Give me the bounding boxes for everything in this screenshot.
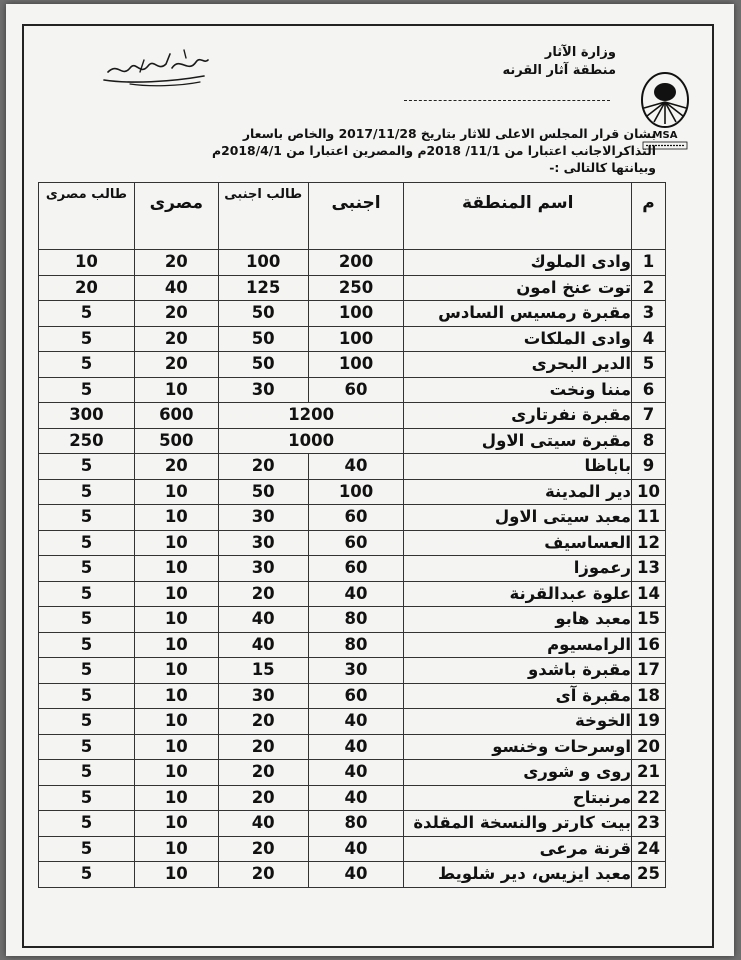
header-egyptian: مصرى (134, 183, 218, 250)
foreign-price: 200 (308, 250, 404, 276)
foreign-student-price: 20 (218, 709, 308, 735)
egyptian-student-price: 300 (39, 403, 135, 429)
row-number: 12 (632, 530, 666, 556)
row-number: 11 (632, 505, 666, 531)
table-row (39, 836, 666, 862)
egyptian-student-price: 5 (39, 734, 135, 760)
egyptian-price: 600 (134, 403, 218, 429)
site-name: مرنبتاح (404, 785, 632, 811)
egyptian-price: 10 (134, 632, 218, 658)
table-row (39, 811, 666, 837)
region-name: منطقة آثار القرنه (502, 63, 616, 78)
row-number: 20 (632, 734, 666, 760)
egyptian-price: 20 (134, 352, 218, 378)
foreign-price: 40 (308, 734, 404, 760)
handwritten-signature (100, 42, 212, 88)
foreign-student-price: 40 (218, 632, 308, 658)
row-number: 15 (632, 607, 666, 633)
ministry-name: وزارة الآثار (544, 45, 616, 60)
row-number: 4 (632, 326, 666, 352)
site-name: مقبرة آى (404, 683, 632, 709)
site-name: رعموزا (404, 556, 632, 582)
egyptian-price: 10 (134, 709, 218, 735)
table-row (39, 377, 666, 403)
foreign-student-price: 50 (218, 326, 308, 352)
foreign-student-price: 20 (218, 862, 308, 888)
egyptian-price: 10 (134, 581, 218, 607)
foreign-student-price: 50 (218, 479, 308, 505)
site-name: الخوخة (404, 709, 632, 735)
table-row (39, 403, 666, 429)
table-row (39, 683, 666, 709)
foreign-price: 60 (308, 683, 404, 709)
row-number: 10 (632, 479, 666, 505)
table-header-row (39, 183, 666, 250)
intro-line-2: التذاكرالاجانب اعتبارا من 11/1/ 2018م والمصرين اعتبارا من 2018/4/1م (212, 143, 656, 158)
decree-intro (96, 125, 656, 176)
egyptian-student-price: 5 (39, 862, 135, 888)
table-row (39, 479, 666, 505)
header-site-name: اسم المنطقة (404, 183, 632, 250)
site-name: دير المدينة (404, 479, 632, 505)
table-row (39, 581, 666, 607)
table-body (39, 250, 666, 888)
egyptian-price: 10 (134, 479, 218, 505)
egyptian-student-price: 5 (39, 632, 135, 658)
table-row (39, 658, 666, 684)
site-name: معبد ايزيس، دير شلويط (404, 862, 632, 888)
egyptian-student-price: 5 (39, 581, 135, 607)
egyptian-price: 10 (134, 862, 218, 888)
row-number: 24 (632, 836, 666, 862)
foreign-price: 250 (308, 275, 404, 301)
egyptian-student-price: 5 (39, 326, 135, 352)
egyptian-price: 10 (134, 811, 218, 837)
row-number: 25 (632, 862, 666, 888)
ticket-price-table (38, 182, 666, 888)
foreign-student-price: 30 (218, 683, 308, 709)
site-name: الدير البحرى (404, 352, 632, 378)
site-name: علوة عبدالقرنة (404, 581, 632, 607)
egyptian-price: 10 (134, 734, 218, 760)
foreign-student-price: 50 (218, 352, 308, 378)
egyptian-price: 10 (134, 607, 218, 633)
site-name: مقبرة باشدو (404, 658, 632, 684)
foreign-price: 40 (308, 581, 404, 607)
document-page (6, 4, 734, 956)
row-number: 16 (632, 632, 666, 658)
foreign-price: 40 (308, 836, 404, 862)
foreign-student-price: 20 (218, 760, 308, 786)
row-number: 3 (632, 301, 666, 327)
foreign-price: 60 (308, 505, 404, 531)
egyptian-student-price: 10 (39, 250, 135, 276)
site-name: اوسرحات وخنسو (404, 734, 632, 760)
foreign-student-price: 20 (218, 734, 308, 760)
foreign-student-price: 50 (218, 301, 308, 327)
egyptian-student-price: 5 (39, 709, 135, 735)
egyptian-price: 10 (134, 683, 218, 709)
foreign-price: 80 (308, 811, 404, 837)
foreign-student-price: 20 (218, 836, 308, 862)
header-foreign-student: طالب اجنبى (218, 183, 308, 250)
row-number: 23 (632, 811, 666, 837)
row-number: 18 (632, 683, 666, 709)
egyptian-price: 10 (134, 530, 218, 556)
table-row (39, 556, 666, 582)
egyptian-price: 40 (134, 275, 218, 301)
egyptian-student-price: 5 (39, 377, 135, 403)
table-row (39, 785, 666, 811)
egyptian-price: 10 (134, 785, 218, 811)
egyptian-student-price: 5 (39, 658, 135, 684)
egyptian-student-price: 20 (39, 275, 135, 301)
header-num: م (632, 183, 666, 250)
logo-text: MSA (652, 130, 678, 141)
egyptian-student-price: 5 (39, 785, 135, 811)
egyptian-student-price: 250 (39, 428, 135, 454)
foreign-price: 100 (308, 301, 404, 327)
egyptian-student-price: 5 (39, 811, 135, 837)
row-number: 22 (632, 785, 666, 811)
table-row (39, 862, 666, 888)
foreign-price: 100 (308, 352, 404, 378)
egyptian-student-price: 5 (39, 505, 135, 531)
site-name: معبد سيتى الاول (404, 505, 632, 531)
foreign-price: 80 (308, 632, 404, 658)
egyptian-price: 10 (134, 836, 218, 862)
row-number: 17 (632, 658, 666, 684)
foreign-price: 40 (308, 785, 404, 811)
site-name: باباظا (404, 454, 632, 480)
egyptian-price: 10 (134, 760, 218, 786)
foreign-student-price: 30 (218, 556, 308, 582)
row-number: 7 (632, 403, 666, 429)
foreign-price: 40 (308, 454, 404, 480)
foreign-price: 40 (308, 862, 404, 888)
table-row (39, 632, 666, 658)
row-number: 8 (632, 428, 666, 454)
table-row (39, 428, 666, 454)
egyptian-price: 20 (134, 326, 218, 352)
egyptian-price: 20 (134, 301, 218, 327)
table-row (39, 734, 666, 760)
table-row (39, 275, 666, 301)
table-row (39, 505, 666, 531)
foreign-student-price: 125 (218, 275, 308, 301)
foreign-student-price: 20 (218, 454, 308, 480)
row-number: 5 (632, 352, 666, 378)
egyptian-price: 20 (134, 250, 218, 276)
foreign-student-price: 20 (218, 785, 308, 811)
egyptian-price: 10 (134, 377, 218, 403)
site-name: مقبرة سيتى الاول (404, 428, 632, 454)
egyptian-price: 500 (134, 428, 218, 454)
header-egyptian-student: طالب مصرى (39, 183, 135, 250)
foreign-price-combined: 1200 (218, 403, 404, 429)
site-name: بيت كارتر والنسخة المقلدة (404, 811, 632, 837)
egyptian-student-price: 5 (39, 760, 135, 786)
foreign-price: 30 (308, 658, 404, 684)
ministry-header (502, 44, 616, 80)
foreign-price: 60 (308, 530, 404, 556)
row-number: 21 (632, 760, 666, 786)
egyptian-price: 10 (134, 556, 218, 582)
site-name: توت عنخ امون (404, 275, 632, 301)
site-name: وادى الملوك (404, 250, 632, 276)
table-row (39, 301, 666, 327)
site-name: مننا ونخت (404, 377, 632, 403)
site-name: مقبرة رمسيس السادس (404, 301, 632, 327)
foreign-student-price: 40 (218, 811, 308, 837)
foreign-student-price: 30 (218, 377, 308, 403)
header-dashed-line (404, 100, 610, 101)
row-number: 13 (632, 556, 666, 582)
foreign-price: 40 (308, 760, 404, 786)
table-row (39, 352, 666, 378)
table-row (39, 454, 666, 480)
egyptian-student-price: 5 (39, 530, 135, 556)
egyptian-price: 10 (134, 658, 218, 684)
foreign-student-price: 30 (218, 505, 308, 531)
egyptian-student-price: 5 (39, 556, 135, 582)
foreign-student-price: 40 (218, 607, 308, 633)
table-row (39, 530, 666, 556)
egyptian-student-price: 5 (39, 683, 135, 709)
foreign-price: 100 (308, 479, 404, 505)
site-name: روى و شورى (404, 760, 632, 786)
foreign-student-price: 15 (218, 658, 308, 684)
row-number: 9 (632, 454, 666, 480)
egyptian-price: 10 (134, 505, 218, 531)
site-name: العساسيف (404, 530, 632, 556)
foreign-price: 40 (308, 709, 404, 735)
egyptian-student-price: 5 (39, 836, 135, 862)
foreign-price: 60 (308, 377, 404, 403)
egyptian-student-price: 5 (39, 301, 135, 327)
foreign-student-price: 30 (218, 530, 308, 556)
site-name: مقبرة نفرتارى (404, 403, 632, 429)
intro-line-3: وبيانتها كالتالى :- (549, 160, 656, 175)
site-name: الرامسيوم (404, 632, 632, 658)
egyptian-price: 20 (134, 454, 218, 480)
row-number: 2 (632, 275, 666, 301)
foreign-price: 60 (308, 556, 404, 582)
table-row (39, 709, 666, 735)
egyptian-student-price: 5 (39, 607, 135, 633)
foreign-student-price: 20 (218, 581, 308, 607)
table-row (39, 607, 666, 633)
egyptian-student-price: 5 (39, 454, 135, 480)
site-name: وادى الملكات (404, 326, 632, 352)
site-name: معبد هابو (404, 607, 632, 633)
table-row (39, 250, 666, 276)
foreign-price-combined: 1000 (218, 428, 404, 454)
intro-line-1: بشان قرار المجلس الاعلى للاثار بتاريخ 2017/11/28 والخاص باسعار (242, 126, 656, 141)
foreign-student-price: 100 (218, 250, 308, 276)
foreign-price: 100 (308, 326, 404, 352)
header-foreign: اجنبى (308, 183, 404, 250)
row-number: 14 (632, 581, 666, 607)
table-row (39, 760, 666, 786)
table-row (39, 326, 666, 352)
row-number: 6 (632, 377, 666, 403)
egyptian-student-price: 5 (39, 479, 135, 505)
egyptian-student-price: 5 (39, 352, 135, 378)
foreign-price: 80 (308, 607, 404, 633)
row-number: 19 (632, 709, 666, 735)
site-name: قرنة مرعى (404, 836, 632, 862)
row-number: 1 (632, 250, 666, 276)
